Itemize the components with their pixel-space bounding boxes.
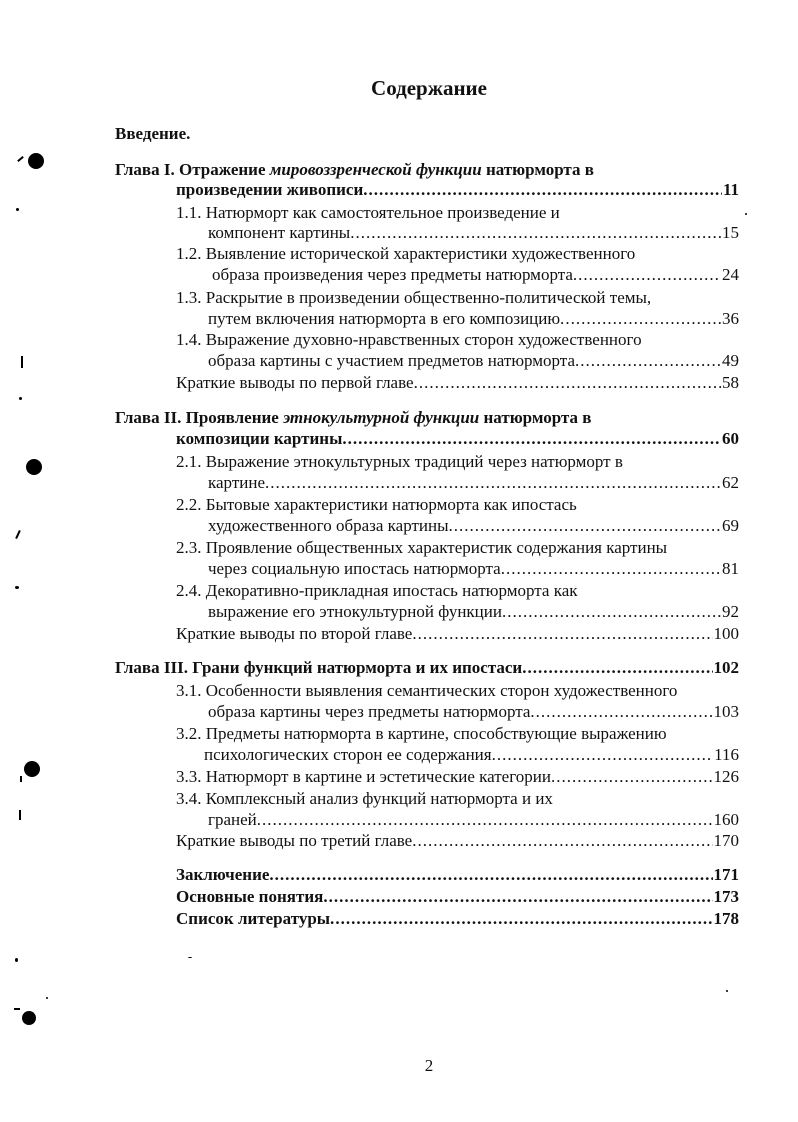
scan-speck [188,957,192,958]
section-2-3-entry [208,559,739,579]
leader-dots [418,624,713,644]
section-3-3-line1: 3.3. Натюрморт в картине и эстетические категории. [176,767,556,786]
section-2-2-entry [208,516,739,536]
page-number: 2 [424,1056,434,1075]
section-2-3-line1: 2.3. Проявление общественных характеристик содержания картины [176,538,668,557]
scan-speck [20,776,22,782]
concepts-title: Основные понятия. [176,887,328,906]
section-1-2-line2: образа произведения через предметы натюрморта. [212,265,578,284]
chapter-1-summary: Краткие выводы по первой главе. [176,373,418,392]
bibliography-title: Список литературы. [176,909,335,928]
section-2-3-line2: через социальную ипостась натюрморта. [208,559,505,578]
punch-hole-mark [24,761,40,777]
section-3-2-line2: психологических сторон ее содержания. [204,745,496,764]
leader-dots [578,265,721,285]
section-2-4-page: 92 [722,602,739,621]
punch-hole-mark [26,459,42,475]
bibliography-entry [176,909,739,929]
scan-speck [726,990,728,992]
section-1-4-page: 49 [722,351,739,370]
leader-dots [355,223,721,243]
concepts-page: 173 [713,887,739,906]
leader-dots [556,767,712,787]
section-3-4-entry [208,810,739,830]
chapter-3-entry [115,658,739,678]
chapter-1-heading [115,160,594,180]
scan-speck [21,356,23,368]
page-title: Содержание [371,76,487,100]
scan-speck [15,958,18,962]
chapter-3-summary: Краткие выводы по третий главе. [176,831,417,850]
chapter-1-title-cont: произведении живописи. [176,180,368,199]
punch-hole-mark [22,1011,36,1025]
chapter-2-prefix: Глава II. Проявление [115,408,284,427]
section-1-4-entry [208,351,739,371]
scan-speck [19,397,22,400]
section-2-4-entry [208,602,739,622]
section-3-4-line2: граней. [208,810,262,829]
section-1-4-line1: 1.4. Выражение духовно-нравственных сторон художественного [176,330,642,349]
leader-dots [369,180,722,200]
section-2-1-line2: картине. [208,473,270,492]
chapter-1-summary-page: 58 [722,373,739,392]
chapter-1-entry [176,180,739,200]
section-3-4-page: 160 [713,810,739,829]
section-3-1-line2: образа картины через предметы натюрморта. [208,702,535,721]
scan-speck [15,530,21,539]
chapter-2-summary-page: 100 [713,624,739,643]
section-1-3-entry [208,309,739,329]
chapter-1-summary-entry [176,373,739,393]
leader-dots [262,810,712,830]
chapter-2-summary-entry [176,624,739,644]
chapter-2-entry [176,429,739,449]
chapter-2-page: 60 [722,429,739,448]
scan-speck [745,213,747,215]
leader-dots [419,373,721,393]
section-1-1-line1: 1.1. Натюрморт как самостоятельное произведение и [176,203,560,222]
leader-dots [417,831,712,851]
section-1-1-page: 15 [722,223,739,242]
chapter-1-prefix: Глава I. Отражение [115,160,270,179]
section-2-2-line2: художественного образа картины. [208,516,453,535]
leader-dots [348,429,721,449]
scan-speck [17,156,24,162]
leader-dots [536,702,713,722]
punch-hole-mark [28,153,44,169]
chapter-3-summary-page: 170 [713,831,739,850]
conclusion-page: 171 [713,865,739,884]
section-2-1-page: 62 [722,473,739,492]
section-1-1-line2: компонент картины. [208,223,355,242]
chapter-3-summary-entry [176,831,739,851]
concepts-entry [176,887,739,907]
section-1-4-line2: образа картины с участием предметов натюрморта. [208,351,580,370]
leader-dots [507,602,721,622]
section-2-4-line2: выражение его этнокультурной функции. [208,602,507,621]
bibliography-page: 178 [713,909,739,928]
section-3-3-page: 126 [713,767,739,786]
scan-speck [19,810,21,820]
leader-dots [329,887,713,907]
leader-dots [565,309,721,329]
section-1-3-page: 36 [722,309,739,328]
leader-dots [335,909,712,929]
leader-dots [497,745,713,765]
leader-dots [506,559,721,579]
chapter-2-heading [115,408,591,428]
section-2-1-line1: 2.1. Выражение этнокультурных традиций через натюрморт в [176,452,623,471]
section-2-3-page: 81 [722,559,739,578]
section-3-2-line1: 3.2. Предметы натюрморта в картине, способствующие выражению [176,724,667,743]
conclusion-entry [176,865,739,885]
section-2-2-page: 69 [722,516,739,535]
scan-speck [16,208,19,211]
chapter-3-page: 102 [713,658,739,677]
section-3-1-page: 103 [713,702,739,721]
section-1-3-line1: 1.3. Раскрытие в произведении общественно-политической темы, [176,288,652,307]
section-3-1-line1: 3.1. Особенности выявления семантических сторон художественного [176,681,678,700]
leader-dots [527,658,712,678]
section-3-2-entry [204,745,739,765]
section-1-2-entry [212,265,739,285]
section-3-2-page: 116 [714,745,739,764]
toc-intro: Введение. [115,124,191,143]
scan-speck [46,997,48,999]
conclusion-title: Заключение. [176,865,274,884]
section-1-3-line2: путем включения натюрморта в его композицию. [208,309,565,328]
section-2-2-line1: 2.2. Бытовые характеристики натюрморта как ипостась [176,495,577,514]
chapter-1-emphasis: мировоззренческой функции [269,160,482,179]
section-3-4-line1: 3.4. Комплексный анализ функций натюрморта и их [176,789,553,808]
scan-speck [15,586,19,589]
section-2-4-line1: 2.4. Декоративно-прикладная ипостась натюрморта как [176,581,578,600]
chapter-1-suffix: натюрморта в [481,160,594,179]
chapter-3-heading: Глава III. Грани функций натюрморта и их ипостаси. [115,658,527,677]
chapter-2-summary: Краткие выводы по второй главе. [176,624,417,643]
leader-dots [454,516,721,536]
section-1-1-entry [208,223,739,243]
leader-dots [580,351,721,371]
leader-dots [270,473,721,493]
chapter-2-emphasis: этнокультурной функции [283,408,480,427]
chapter-2-title-cont: композиции картины. [176,429,347,448]
chapter-1-page: 11 [722,180,739,199]
scan-speck [14,1008,20,1010]
leader-dots [275,865,713,885]
section-1-2-line1: 1.2. Выявление исторической характеристики художественного [176,244,636,263]
section-3-3-entry [176,767,739,787]
chapter-2-suffix: натюрморта в [479,408,592,427]
section-1-2-page: 24 [722,265,739,284]
section-2-1-entry [208,473,739,493]
section-3-1-entry [208,702,739,722]
